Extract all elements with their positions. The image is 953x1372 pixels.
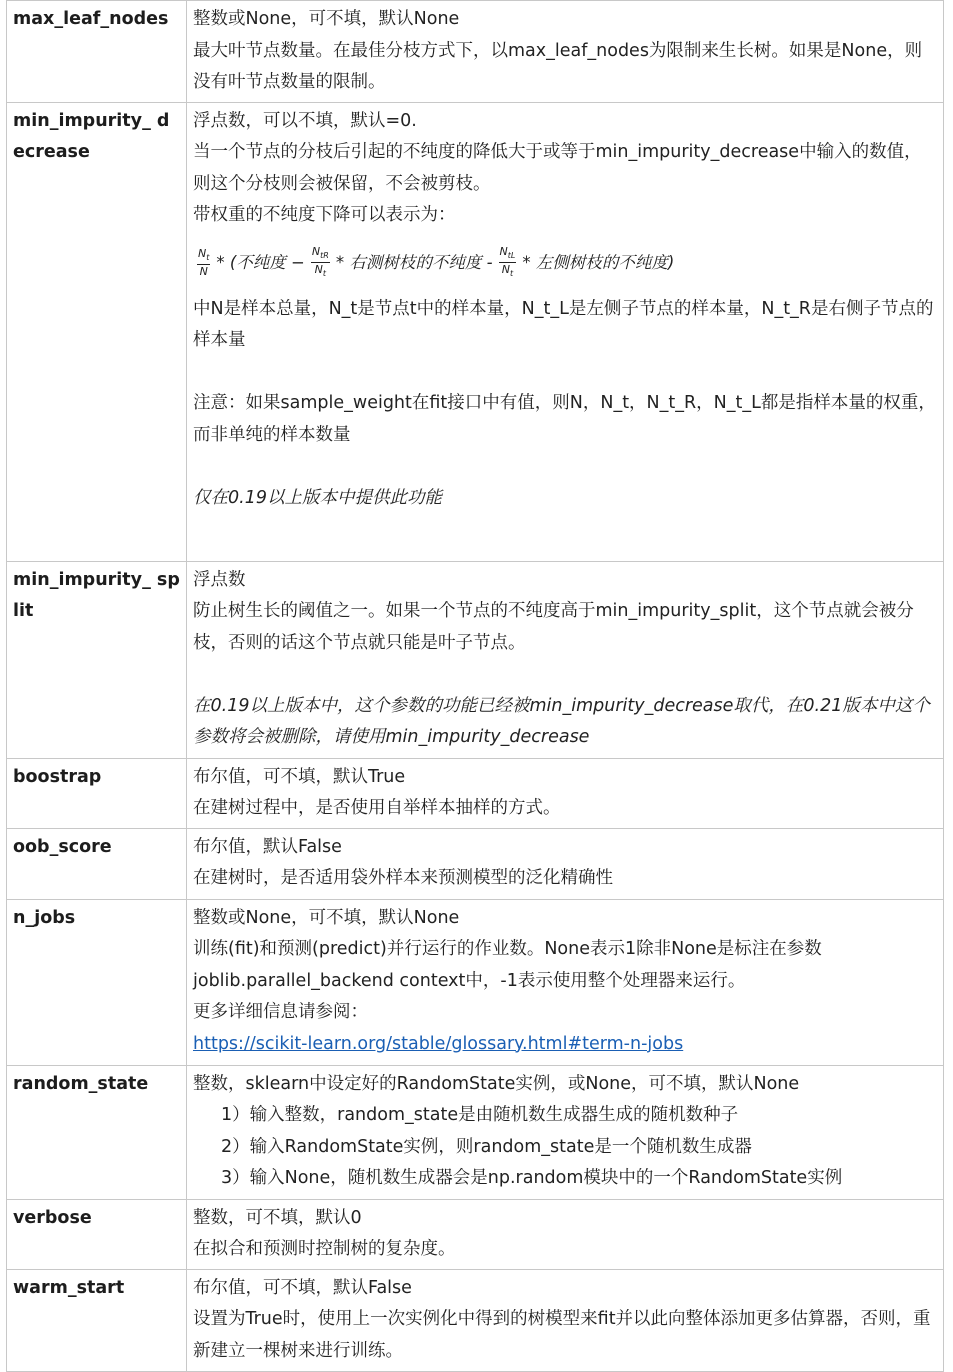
weight-note: 注意：如果sample_weight在fit接口中有值，则N，N_t，N_t_R，N_t_L都是指样本量的权重，而非单纯的样本数量 — [193, 393, 936, 445]
param-type: 整数或None，可不填，默认None — [193, 9, 460, 29]
param-description — [187, 1269, 944, 1371]
param-type: 布尔值，可不填，默认False — [193, 1277, 412, 1298]
formula-text: * 右测树枝的不纯度 - — [335, 252, 493, 272]
param-detail: 设置为True时，使用上一次实例化中得到的树模型来fit并以此向整体添加更多估算器，否则，重新建立一棵树来进行训练。 — [193, 1309, 931, 1361]
param-description — [187, 1065, 944, 1199]
param-description — [187, 1, 944, 103]
param-type: 整数，sklearn中设定好的RandomState实例，或None，可不填，默认None — [193, 1073, 800, 1094]
param-description — [187, 899, 944, 1065]
table-row — [7, 1199, 944, 1269]
param-detail: 防止树生长的阈值之一。如果一个节点的不纯度高于min_impurity_split，这个节点就会被分枝，否则的话这个节点就只能是叶子节点。 — [193, 601, 914, 653]
param-type: 布尔值，可不填，默认True — [193, 766, 406, 787]
glossary-link[interactable]: https://scikit-learn.org/stable/glossary.html#term-n-jobs — [193, 1033, 684, 1054]
table-row — [7, 758, 944, 828]
param-detail: 训练(fit)和预测(predict)并行运行的作业数。None表示1除非None是标注在参数joblib.parallel_backend context中，-1表示使用整个处理器来运行。 — [193, 939, 822, 991]
param-type: 浮点数 — [193, 569, 246, 590]
fraction: $\frac{N_t}{N}$ — [198, 246, 210, 279]
fraction: $\frac{N_{tL}}{N_t}$ — [499, 244, 516, 279]
formula-text: * (不纯度 − — [216, 252, 305, 272]
param-detail: 更多详细信息请参阅： — [193, 1002, 368, 1022]
list-item: 2）输入RandomState实例，则random_state是一个随机数生成器 — [221, 1136, 752, 1157]
param-description — [187, 758, 944, 828]
table-row — [7, 828, 944, 899]
param-detail: 当一个节点的分枝后引起的不纯度的降低大于或等于min_impurity_decrease中输入的数值，则这个分枝则会被保留，不会被剪枝。 — [193, 142, 922, 194]
fraction: $\frac{N_{tR}}{N_t}$ — [311, 244, 329, 279]
param-name: min_impurity_ decrease — [7, 102, 187, 561]
table-row — [7, 899, 944, 1065]
param-detail: 在拟合和预测时控制树的复杂度。 — [193, 1239, 456, 1259]
table-row — [7, 1269, 944, 1371]
parameter-table — [6, 0, 944, 1372]
param-name: min_impurity_ split — [7, 561, 187, 758]
param-name: oob_score — [7, 828, 187, 899]
param-description — [187, 1199, 944, 1269]
list-item: 1）输入整数，random_state是由随机数生成器生成的随机数种子 — [221, 1105, 739, 1125]
table-row — [7, 1, 944, 103]
version-note: 在0.19以上版本中，这个参数的功能已经被min_impurity_decrease取代，在0.21版本中这个参数将会被删除，请使用min_impurity_decrease — [193, 695, 930, 747]
param-detail: 在建树时，是否适用袋外样本来预测模型的泛化精确性 — [193, 868, 613, 888]
param-description — [187, 561, 944, 758]
table-row — [7, 102, 944, 561]
param-type: 整数，可不填，默认0 — [193, 1207, 362, 1228]
param-detail: 最大叶节点数量。在最佳分枝方式下，以max_leaf_nodes为限制来生长树。如果是None，则没有叶节点数量的限制。 — [193, 40, 923, 92]
param-type: 布尔值，默认False — [193, 836, 342, 857]
version-note: 仅在0.19以上版本中提供此功能 — [193, 487, 442, 508]
list-item: 3）输入None，随机数生成器会是np.random模块中的一个RandomState实例 — [221, 1168, 843, 1188]
param-type: 整数或None，可不填，默认None — [193, 907, 460, 928]
param-name: max_leaf_nodes — [7, 1, 187, 103]
param-description — [187, 102, 944, 561]
formula-explanation: 中N是样本总量，N_t是节点t中的样本量，N_t_L是左侧子节点的样本量，N_t_R是右侧子节点的样本量 — [193, 298, 934, 350]
param-detail: 带权重的不纯度下降可以表示为： — [193, 205, 456, 225]
param-detail: 在建树过程中，是否使用自举样本抽样的方式。 — [193, 798, 561, 818]
param-name: random_state — [7, 1065, 187, 1199]
formula-text: * 左侧树枝的不纯度) — [522, 252, 675, 272]
table-row — [7, 1065, 944, 1199]
impurity-formula — [193, 232, 937, 294]
param-name: verbose — [7, 1199, 187, 1269]
param-name: warm_start — [7, 1269, 187, 1371]
table-row — [7, 561, 944, 758]
param-type: 浮点数，可以不填，默认=0. — [193, 110, 417, 131]
param-name: n_jobs — [7, 899, 187, 1065]
param-name: boostrap — [7, 758, 187, 828]
param-description — [187, 828, 944, 899]
